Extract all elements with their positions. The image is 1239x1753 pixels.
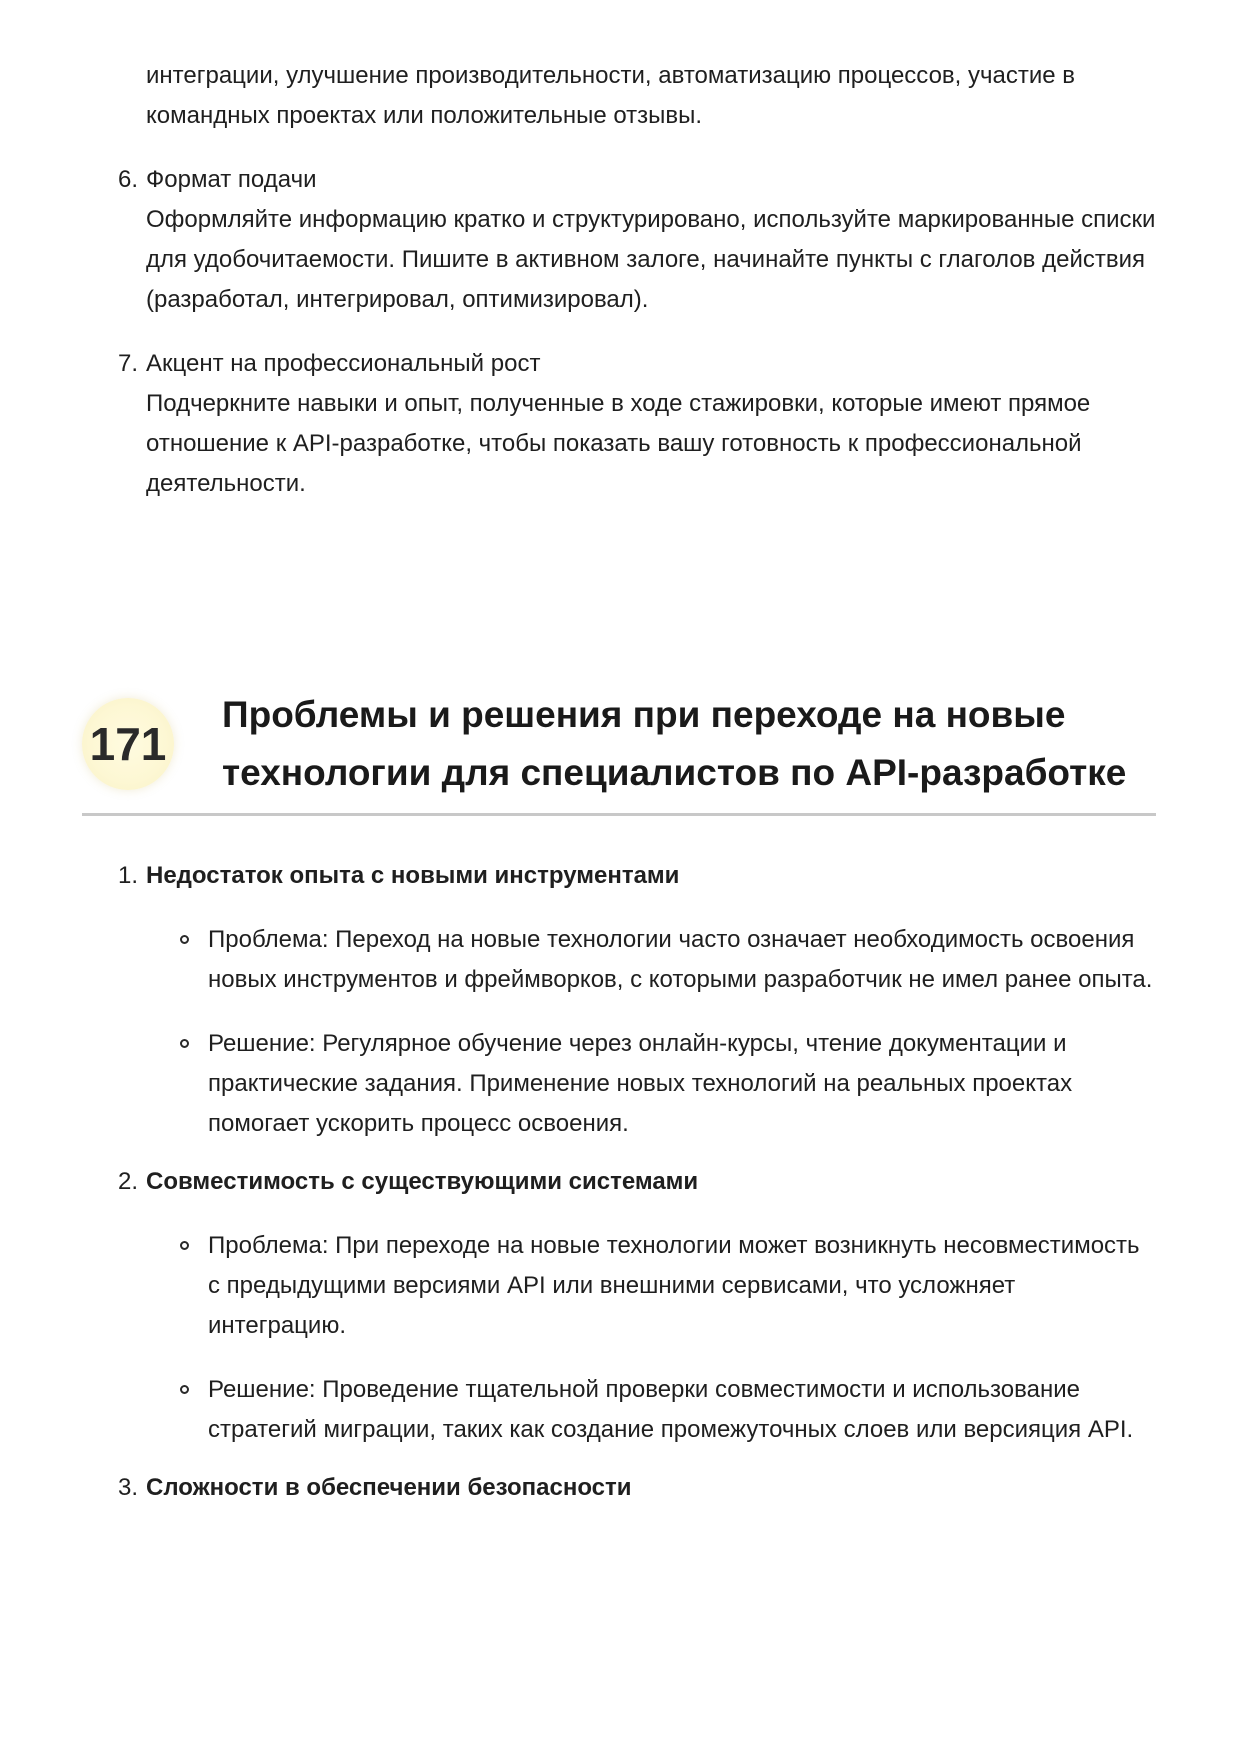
- problem-item: [0, 1162, 1239, 1450]
- problem-title: Совместимость с существующими системами: [146, 1168, 699, 1195]
- item-title: Формат подачи: [146, 166, 317, 193]
- bullet-circle-icon: [180, 1241, 189, 1250]
- problem-item: [0, 856, 1239, 1144]
- intro-paragraph: интеграции, улучшение производительности, автоматизацию процессов, участие в командных проектах или положительные отзывы.: [146, 62, 1076, 129]
- point-text: Проблема: Переход на новые технологии часто означает необходимость освоения новых инструментов и фреймворков, с которыми разработчик не имел ранее опыта.: [208, 926, 1153, 993]
- solution-point: [208, 1024, 1158, 1144]
- bullet-circle-icon: [180, 1039, 189, 1048]
- item-number: 6.: [118, 166, 139, 193]
- solution-point: [208, 1370, 1158, 1450]
- problem-title: Сложности в обеспечении безопасности: [146, 1474, 632, 1501]
- section-header: [82, 686, 1156, 816]
- problem-point: [208, 920, 1158, 1000]
- problem-point: [208, 1226, 1158, 1346]
- item-title: Акцент на профессиональный рост: [146, 350, 541, 377]
- problem-title: Недостаток опыта с новыми инструментами: [146, 862, 680, 889]
- problem-number: 3.: [118, 1474, 139, 1501]
- problem-number: 1.: [118, 862, 139, 889]
- bullet-circle-icon: [180, 935, 189, 944]
- section-title: Проблемы и решения при переходе на новые технологии для специалистов по API-разработке: [222, 694, 1127, 793]
- bullet-circle-icon: [180, 1385, 189, 1394]
- list-item: [0, 160, 1239, 320]
- problem-item: [0, 1468, 1239, 1508]
- section-divider: [82, 813, 1156, 816]
- problems-list: [0, 856, 1239, 1526]
- point-text: Решение: Проведение тщательной проверки совместимости и использование стратегий миграции, таких как создание промежуточных слоев или версияция API.: [208, 1376, 1134, 1443]
- list-item: [0, 344, 1239, 504]
- item-body: Оформляйте информацию кратко и структурировано, используйте маркированные списки для удобочитаемости. Пишите в активном залоге, начинайте пункты с глаголов действия (разработал, интегрировал, оптимизировал).: [146, 206, 1156, 313]
- point-text: Решение: Регулярное обучение через онлайн-курсы, чтение документации и практические задания. Применение новых технологий на реальных проектах помогает ускорить процесс освоения.: [208, 1030, 1073, 1137]
- item-body: Подчеркните навыки и опыт, полученные в ходе стажировки, которые имеют прямое отношение к API-разработке, чтобы показать вашу готовность к профессиональной деятельности.: [146, 390, 1091, 497]
- previous-section-continuation: [0, 56, 1239, 504]
- item-number: 7.: [118, 350, 139, 377]
- section-number-badge: 171: [82, 698, 174, 790]
- point-text: Проблема: При переходе на новые технологии может возникнуть несовместимость с предыдущими версиями API или внешними сервисами, что усложняет интеграцию.: [208, 1232, 1140, 1339]
- problem-number: 2.: [118, 1168, 139, 1195]
